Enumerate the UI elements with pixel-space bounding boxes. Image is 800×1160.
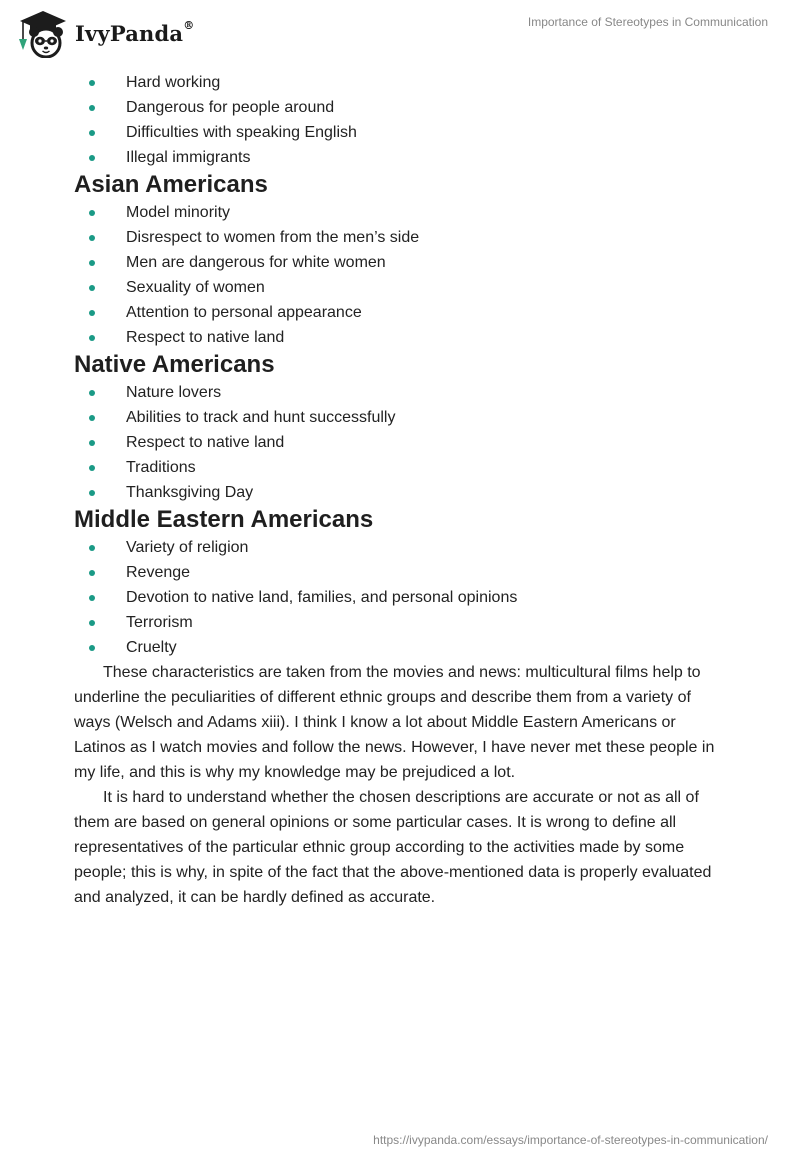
list-item: Nature lovers [74, 380, 724, 405]
bullet-icon [89, 545, 95, 551]
bullet-icon [89, 105, 95, 111]
list-item: Hard working [74, 70, 724, 95]
heading-middle-eastern-americans: Middle Eastern Americans [74, 506, 374, 533]
bullet-icon [89, 465, 95, 471]
page-header [0, 0, 800, 66]
source-url-link[interactable]: https://ivypanda.com/essays/importance-of-stereotypes-in-communication/ [373, 1133, 768, 1147]
list-item: Thanksgiving Day [74, 480, 724, 505]
list-item: Sexuality of women [74, 275, 724, 300]
list-item: Cruelty [74, 635, 724, 660]
list-item: Traditions [74, 455, 724, 480]
brand-logo[interactable] [14, 8, 194, 58]
list-item: Difficulties with speaking English [74, 120, 724, 145]
bullet-icon [89, 310, 95, 316]
list-item: Illegal immigrants [74, 145, 724, 170]
list-item: Attention to personal appearance [74, 300, 724, 325]
body-paragraph: It is hard to understand whether the chosen descriptions are accurate or not as all of them are based on general opinions or some particular cases. It is wrong to define all representatives of the particular ethnic group according to the activities made by some people; this is why, in spite of the fact that the above-mentioned data is properly evaluated and analyzed, it can be hardly defined as accurate. [74, 789, 712, 906]
bullet-icon [89, 570, 95, 576]
list-item: Men are dangerous for white women [74, 250, 724, 275]
latinos-list [74, 70, 724, 170]
bullet-icon [89, 235, 95, 241]
bullet-icon [89, 440, 95, 446]
document-title: Importance of Stereotypes in Communication [527, 15, 768, 29]
bullet-icon [89, 620, 95, 626]
brand-name: IvyPanda® [75, 18, 195, 46]
list-item: Model minority [74, 200, 724, 225]
bullet-icon [89, 645, 95, 651]
bullet-icon [89, 335, 95, 341]
bullet-icon [89, 155, 95, 161]
bullet-icon [89, 490, 95, 496]
heading-asian-americans: Asian Americans [74, 171, 268, 198]
list-item: Respect to native land [74, 430, 724, 455]
bullet-icon [89, 595, 95, 601]
registered-mark: ® [183, 18, 195, 32]
asian-americans-list [74, 200, 724, 350]
list-item: Terrorism [74, 610, 724, 635]
heading-native-americans: Native Americans [74, 351, 275, 378]
bullet-icon [89, 260, 95, 266]
bullet-icon [89, 285, 95, 291]
panda-graduate-icon [14, 8, 72, 58]
bullet-icon [89, 390, 95, 396]
list-item: Dangerous for people around [74, 95, 724, 120]
middle-eastern-americans-list [74, 535, 724, 660]
list-item: Variety of religion [74, 535, 724, 560]
list-item: Revenge [74, 560, 724, 585]
essay-content [74, 70, 724, 910]
bullet-icon [89, 415, 95, 421]
bullet-icon [89, 130, 95, 136]
native-americans-list [74, 380, 724, 505]
list-item: Abilities to track and hunt successfully [74, 405, 724, 430]
body-paragraph: These characteristics are taken from the movies and news: multicultural films help to underline the peculiarities of different ethnic groups and describe them from a variety of ways (Welsch and Adams xiii). I think I know a lot about Middle Eastern Americans or Latinos as I watch movies and follow the news. However, I have never met these people in my life, and this is why my knowledge may be prejudiced a lot. [74, 664, 715, 781]
bullet-icon [89, 210, 95, 216]
list-item: Respect to native land [74, 325, 724, 350]
bullet-icon [89, 80, 95, 86]
list-item: Devotion to native land, families, and personal opinions [74, 585, 724, 610]
list-item: Disrespect to women from the men’s side [74, 225, 724, 250]
